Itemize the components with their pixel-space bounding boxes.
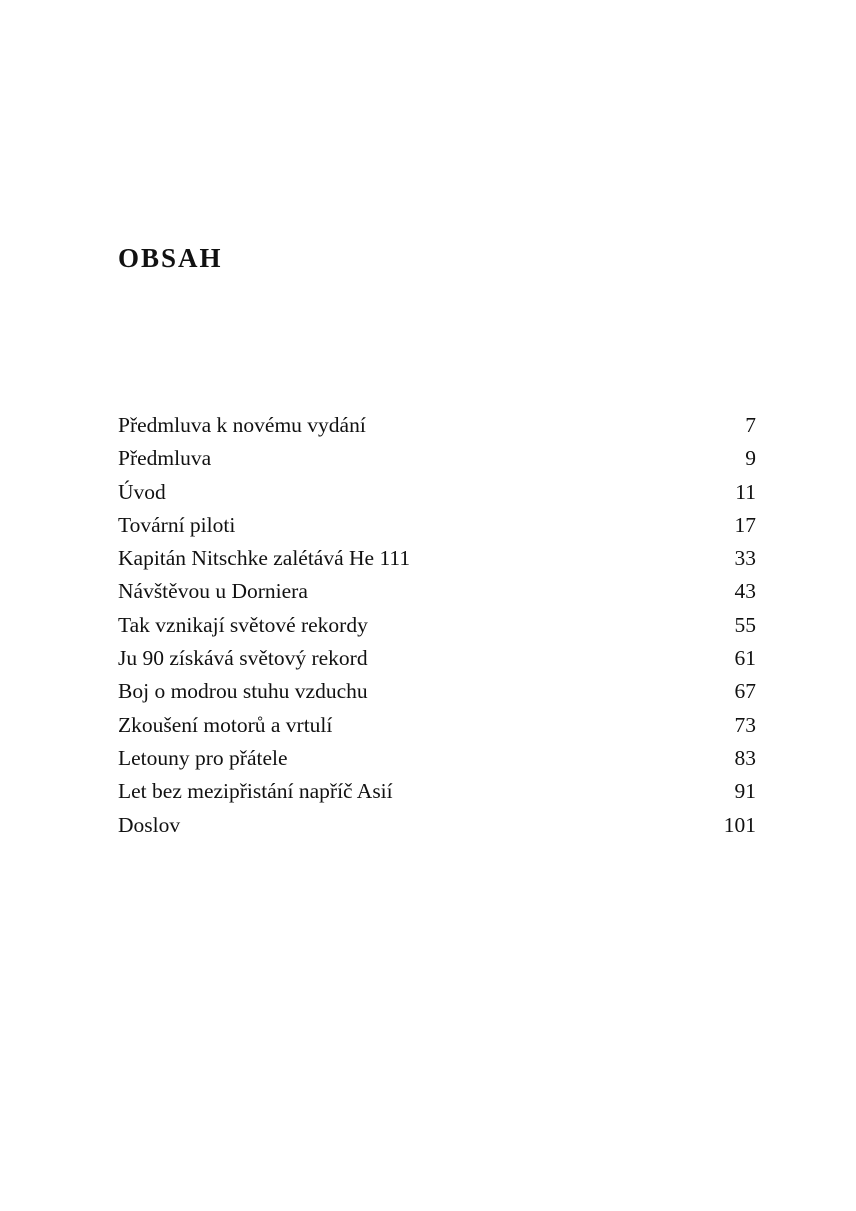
toc-entry-page: 73 [734, 712, 756, 737]
toc-entry [118, 709, 756, 742]
toc-entry-page: 11 [735, 479, 756, 504]
toc-entry-page: 17 [734, 512, 756, 537]
toc-entry-title: Letouny pro přátele [118, 745, 288, 770]
toc-entry-title: Let bez mezipřistání napříč Asií [118, 779, 393, 804]
toc-entry [118, 476, 756, 509]
toc-entry [118, 409, 756, 442]
toc-entry [118, 442, 756, 475]
toc-entry-page: 55 [734, 612, 756, 637]
toc-entry [118, 742, 756, 775]
toc-entry-title: Tovární piloti [118, 512, 236, 537]
toc-entry-title: Návštěvou u Dorniera [118, 579, 308, 604]
toc-entry [118, 775, 756, 808]
toc-entry-title: Boj o modrou stuhu vzduchu [118, 679, 368, 704]
table-of-contents [118, 409, 756, 842]
toc-entry-title: Úvod [118, 479, 166, 504]
toc-entry-page: 67 [734, 679, 756, 704]
toc-entry [118, 675, 756, 708]
toc-entry [118, 609, 756, 642]
toc-entry [118, 575, 756, 608]
toc-entry [118, 509, 756, 542]
toc-entry [118, 809, 756, 842]
page-title: OBSAH [118, 243, 223, 273]
toc-entry-title: Kapitán Nitschke zalétává He 111 [118, 546, 411, 571]
toc-entry-page: 61 [734, 646, 756, 671]
toc-entry [118, 642, 756, 675]
toc-entry-title: Předmluva k novému vydání [118, 413, 366, 437]
toc-entry [118, 542, 756, 575]
toc-entry-title: Ju 90 získává světový rekord [118, 646, 368, 671]
toc-entry-title: Zkoušení motorů a vrtulí [118, 712, 333, 737]
toc-entry-title: Doslov [118, 812, 181, 837]
toc-entry-title: Předmluva [118, 446, 212, 471]
toc-entry-page: 7 [745, 413, 756, 437]
toc-entry-page: 33 [734, 546, 756, 571]
toc-entry-page: 43 [734, 579, 756, 604]
toc-entry-page: 9 [745, 446, 756, 471]
toc-entry-page: 101 [723, 812, 756, 837]
toc-entry-page: 91 [734, 779, 756, 804]
toc-entry-title: Tak vznikají světové rekordy [118, 612, 368, 637]
toc-entry-page: 83 [734, 745, 756, 770]
